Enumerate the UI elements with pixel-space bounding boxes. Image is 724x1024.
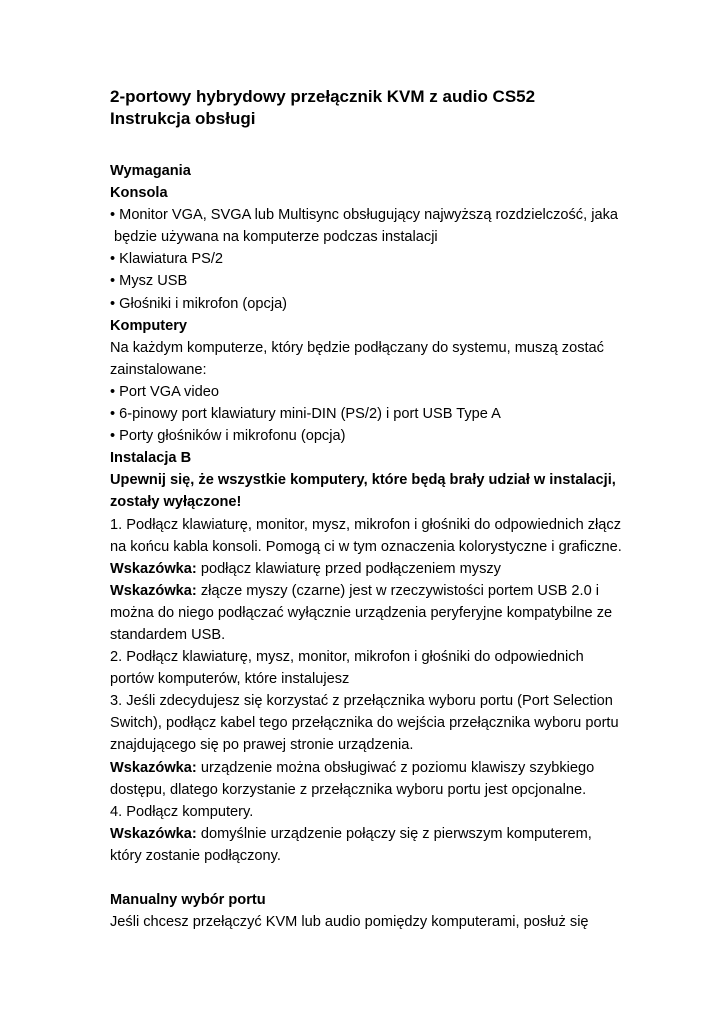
tip-2-text: złącze myszy (czarne) jest w rzeczywistości portem USB 2.0 i — [196, 582, 600, 599]
computers-heading: Komputery — [110, 317, 188, 334]
computers-item: • 6-pinowy port klawiatury mini-DIN (PS/2) i port USB Type A — [110, 406, 501, 423]
console-item: • Głośniki i mikrofon (opcja) — [110, 295, 288, 312]
document-page — [110, 86, 670, 933]
tip-4-text: domyślnie urządzenie połączy się z pierwszym komputerem, — [196, 825, 592, 842]
manual-heading: Manualny wybór portu — [110, 892, 266, 909]
tip-label: Wskazówka: — [110, 560, 197, 577]
step-2-line: 2. Podłącz klawiaturę, mysz, monitor, mikrofon i głośniki do odpowiednich — [110, 649, 584, 666]
title-line-1: 2-portowy hybrydowy przełącznik KVM z audio CS52 — [110, 87, 536, 106]
computers-item: • Porty głośników i mikrofonu (opcja) — [110, 428, 346, 445]
step-4: 4. Podłącz komputery. — [110, 803, 254, 820]
console-heading: Konsola — [110, 185, 168, 202]
install-warning-line: Upewnij się, że wszystkie komputery, które będą brały udział w instalacji, — [110, 472, 616, 489]
tip-label: Wskazówka: — [110, 825, 197, 842]
tip-2-line: można do niego podłączać wyłącznie urządzenia peryferyjne kompatybilne ze — [110, 604, 613, 621]
tip-3-text: urządzenie można obsługiwać z poziomu klawiszy szybkiego — [196, 759, 595, 776]
title-line-2: Instrukcja obsługi — [110, 109, 256, 128]
step-3-line: znajdującego się po prawej stronie urządzenia. — [110, 737, 414, 754]
tip-1-text: podłącz klawiaturę przed podłączeniem myszy — [196, 560, 501, 577]
tip-3-line: dostępu, dlatego korzystanie z przełącznika wyboru portu jest opcjonalne. — [110, 781, 587, 798]
step-2-line: portów komputerów, które instalujesz — [110, 671, 350, 688]
tip-3 — [110, 757, 670, 779]
computers-intro-line: Na każdym komputerze, który będzie podłączany do systemu, muszą zostać — [110, 339, 604, 356]
tip-4 — [110, 823, 670, 845]
console-item: • Monitor VGA, SVGA lub Multisync obsługujący najwyższą rozdzielczość, jaka — [110, 207, 618, 224]
tip-label: Wskazówka: — [110, 759, 197, 776]
tip-4-line: który zostanie podłączony. — [110, 847, 281, 864]
document-title — [110, 86, 670, 130]
tip-label: Wskazówka: — [110, 582, 197, 599]
computers-item: • Port VGA video — [110, 383, 219, 400]
requirements-heading: Wymagania — [110, 163, 191, 179]
step-3-line: 3. Jeśli zdecydujesz się korzystać z przełącznika wyboru portu (Port Selection — [110, 693, 613, 710]
tip-2-line: standardem USB. — [110, 626, 226, 643]
manual-text: Jeśli chcesz przełączyć KVM lub audio pomiędzy komputerami, posłuż się — [110, 914, 589, 931]
console-item-continuation: będzie używana na komputerze podczas instalacji — [114, 229, 438, 246]
step-1-line: 1. Podłącz klawiaturę, monitor, mysz, mikrofon i głośniki do odpowiednich złącz — [110, 516, 622, 533]
console-item: • Mysz USB — [110, 273, 188, 290]
install-warning-line: zostały wyłączone! — [110, 494, 242, 511]
computers-intro-line: zainstalowane: — [110, 361, 207, 378]
tip-1 — [110, 558, 670, 580]
tip-2 — [110, 580, 670, 602]
console-item: • Klawiatura PS/2 — [110, 251, 223, 268]
install-heading: Instalacja B — [110, 450, 192, 467]
step-1-line: na końcu kabla konsoli. Pomogą ci w tym oznaczenia kolorystyczne i graficzne. — [110, 538, 622, 555]
step-3-line: Switch), podłącz kabel tego przełącznika do wejścia przełącznika wyboru portu — [110, 715, 619, 732]
